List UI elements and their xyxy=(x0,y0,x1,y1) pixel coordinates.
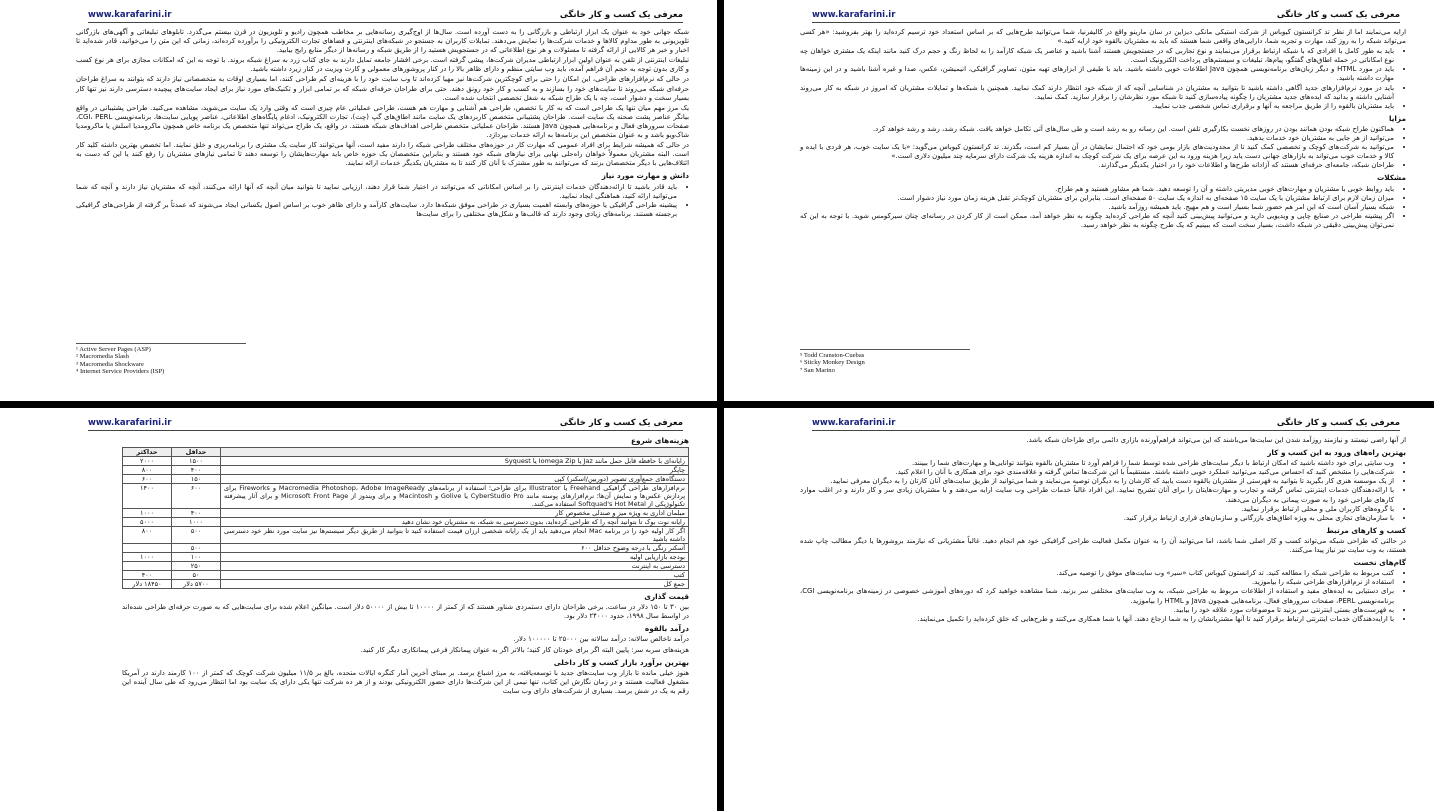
cell-min: ۱۵۰۰ xyxy=(172,457,221,466)
document-page-2 xyxy=(724,0,1434,401)
page-header-title: معرفی یک کسب و کار خانگی xyxy=(1276,418,1400,428)
table-row xyxy=(123,457,689,466)
section-heading: درآمد بالقوه xyxy=(644,624,689,634)
list-item: • میزان زمان لازم برای ارتباط مشتریان با یک سایت ۱۵ صفحه‌ای به اندازه یک سایت ۵۰ صفحه‌ای است. بنابراین برای مشتریان کوچک‌تر تقبل هزینه زمان مورد نیاز دشوار است. xyxy=(800,194,1394,203)
list-item: • با ارایه‌دهندگان خدمات اینترنتی ارتباط برقرار کنید تا آنها مشتریانشان را به شما ارجاع دهند. آنها با شما همکاری می‌کنند و طرح‌هایی که خلق کرده‌اید را تکمیل می‌نمایند. xyxy=(800,615,1394,624)
paragraph: بین ۳۰ تا ۱۵۰ دلار در ساعت. برخی طراحان دارای دستمزدی شناور هستند که از کمتر از ۱۰۰۰۰ تا بیش از ۵۰۰۰۰ دلار است. میانگین اعلام شده برای سایت‌هایی که به صورت حرفه‌ای طراحی شده‌اند در اواسط سال ۱۹۹۸، حدود ۲۴۰۰۰ دلار بود. xyxy=(122,603,689,621)
paragraph: در حالی که همیشه شرایط برای افراد عمومی که مهارت کار در حوزه‌های مختلف طراحی شبکه را دارند مفید است، آنها می‌توانند کار سایت یک مشتری را برنامه‌ریزی و خلق نمایند. اما تخصص بهترین داشته کلید کار است. البته مشتریان معمولاً خواهان راه‌حلی نهایی برای نیازهای شبکه خود هستند و بنابراین متخصصان یک حوزه خاص باید مهارت‌هایشان را توسعه دهند تا تمامی نیازهای مشتریان را رفع کنند یا این که دست به ائتلاف‌هایی با دیگر متخصصان بزنند که می‌توانند به طور مشترک با آنان کار کنند تا به مشتریان یکدیگر خدمات ارائه نمایند. xyxy=(76,141,689,168)
cell-min: ۴۰۰ xyxy=(172,466,221,475)
paragraph: درآمد ناخالص سالانه: درآمد سالانه بین ۲۵۰۰۰ تا ۱۰۰۰۰۰ دلار. xyxy=(513,635,689,644)
cell-max: ۵۰۰۰ xyxy=(123,518,172,527)
page-body xyxy=(800,28,1406,232)
section-heading: بهترین راه‌های ورود به این کسب و کار xyxy=(1267,448,1406,458)
document-page-1 xyxy=(0,0,717,401)
paragraph: ارایه می‌نمایند اما از نظر تد کرانستون کیوباس از شرکت استیکی مانکی دیزاین در سان مارینو واقع در کالیفرنیا، شما می‌توانید طرح‌هایی که بر اساس استعداد خود ترسیم کرده‌اید را بهتر بفروشید: «هر کسی می‌تواند شبکه را به روز کند، مهارت و تجربه شما، دارایی‌های واقعی شما هستند که باید به مشتریان بالقوه خود ارایه کنید.» xyxy=(800,28,1406,46)
bullet-list xyxy=(800,459,1406,523)
cell-min: ۵۷۰۰ دلار xyxy=(172,580,221,589)
cell-min: ۶۰۰ xyxy=(172,484,221,509)
footnote: ³ Macromedia Shockware xyxy=(76,360,144,368)
paragraph: یک مرز مهم میان تنها یک طراحی است که به کار با تخصص، طراحی هم آشنایی و مهارت هم هست، طراحی عملیاتی عام چیزی است که وقتی وارد یک سایت می‌شوید، مشاهده می‌کنید. طراحی پشتیبانی در واقع بیانگر عناصر پشت صحنه یک سایت است. طراحان پشتیبانی متخصص کاربردهای یک سایت مانند اطاق‌های گپ (چت)، تجارت الکترونیک، ادغام پایگاه‌های اطلاعاتی، عناصر پویایی سایت‌ها، برنامه‌نویسی CGI، PERL، صفحات سرورهای فعال و برنامه‌هایی همچون Java هستند. طراحان عملیاتی متخصص طراحی اهداف‌های شبکه هستند. در واقع، یک طراح می‌تواند تنها متخصص یک برنامه خاص همچون ماکرومدیا اسلش یا ماکرومدیا شاک‌ویو باشد و به عنوان متخصص این برنامه‌ها به ارائه خدمات بپردازد. xyxy=(76,103,690,140)
cell-item: اگر کار اولیه خود را در برنامه Mac انجام می‌دهید باید از یک رایانه شخصی ارزان قیمت استفاده کنید تا بتوانید از طریق دیگر سیستم‌ها نیز سایت مورد نظر خود دسترسی داشته باشید xyxy=(221,527,689,544)
cell-min: ۵۰۰ xyxy=(172,544,221,553)
page-body xyxy=(800,436,1406,626)
page-header xyxy=(88,418,683,431)
list-item: • استفاده از نرم‌افزارهای طراحی شبکه را بیاموزید. xyxy=(800,578,1394,587)
paragraph: در حالتی که طراحی شبکه می‌تواند کسب و کار اصلی شما باشد، اما می‌توانید آن را به عنوان مکمل فعالیت طراحی گرافیکی خود هم انجام دهید. غالباً مشتریانی که نیازمند بروشورها یا دیگر مطالب چاپ شده هستند، به وب سایت نیز نیاز پیدا می‌کنند. xyxy=(800,536,1406,555)
section-heading: قیمت گذاری xyxy=(644,592,689,602)
cell-min: ۱۰۰۰ xyxy=(172,518,221,527)
table-row xyxy=(123,509,689,518)
list-item: • طراحان شبکه، جامعه‌ای حرفه‌ای هستند که آزادانه طرح‌ها و اطلاعات خود را در اختیار یکدیگر می‌گذارند. xyxy=(800,161,1394,170)
list-item: • با گروه‌های کاربران ملی و محلی ارتباط برقرار نمایید. xyxy=(800,505,1394,514)
site-url[interactable]: www.karafarini.ir xyxy=(812,10,896,20)
footnote: ¹ Active Server Pages (ASP) xyxy=(76,346,151,353)
section-heading: دانش و مهارت مورد نیاز xyxy=(601,171,689,181)
document-page-4 xyxy=(724,408,1434,811)
paragraph: شبکه جهانی خود به عنوان یک ابزار ارتباطی و بازرگانی را به دست آورده است. سال‌ها از اوج‌گیری رسانه‌هایی بر مخاطب همچون رادیو و تلویزیون در قرن بیستم می‌گذرد. تابلوهای تبلیغاتی و آگهی‌های بازرگانی تلویزیونی به طور مداوم کالاها و خدمات شرکت‌ها را نمایش می‌دهند. تمایلات کاربران به جستجو در شبکه‌های اینترنتی و فضاهای تجارت الکترونیکی را برآورده کرده‌اند، زمانی که این متن را می‌خوانید، قادر شده‌اید تا اخبار و خبر هر کالایی از ارائه گرفته تا مسئولات و هر نوع اطلاعاتی که در جستجویش هستید را از طریق شبکه و رسانه‌ها از دیگر منابع رایج بیابید. xyxy=(76,28,689,55)
section-heading: مزایا xyxy=(1388,113,1406,123)
list-item: • وب سایتی برای خود داشته باشید که امکان ارتباط با دیگر سایت‌های طراحی شده توسط شما را فراهم آورد تا مشتریان بالقوه بتوانند توانایی‌ها و مهارت‌های شما را ببینند. xyxy=(800,459,1394,468)
list-item: • باید قادر باشید تا ارائه‌دهندگان خدمات اینترنتی را بر اساس امکاناتی که می‌توانند در اختیار شما قرار دهند، ارزیابی نمایید تا بتوانید میان آنچه که آنها ارائه می‌کنند، آنچه که مشتریان نیاز دارند و آنچه که شما می‌توانید ارائه کنید، هماهنگی ایجاد نمایید. xyxy=(76,183,677,201)
list-item: • پیشینه طراحی گرافیکی یا حوزه‌های وابسته اهمیت بسیاری در طراحی موفق شبکه‌ها دارد. سایت‌های کارآمد و دارای ظاهر خوب بر اساس اصول یکسانی ایجاد می‌شوند که عمدتاً بر گرفته از طراحی‌های گرافیکی برجسته هستند. برنامه‌های زیادی وجود دارند که قالب‌ها و شکل‌های مختلفی را برای سایت‌ها xyxy=(76,201,677,219)
table-row xyxy=(123,484,689,509)
cell-min: ۵۰ xyxy=(172,571,221,580)
cell-item: کتب xyxy=(221,571,689,580)
list-item: • برای دستیابی به ایده‌های مفید و استفاده از اطلاعات مربوط به طراحی شبکه، به وب سایت‌های مختلفی سر بزنید. شما مشاهده خواهید کرد که دوره‌های آموزشی خصوصی در زمینه‌های برنامه‌نویسی CGI، برنامه‌نویسی PERL، صفحات سرورهای فعال، برنامه‌هایی همچون Java و HTML را بیاموزید. xyxy=(800,587,1394,605)
cell-item: آسکنر رنگی با درجه وضوح حداقل ۶۰۰ xyxy=(221,544,689,553)
list-item: • به فهرست‌های بستی اینترنتی سر بزنید تا موضوعات مورد علاقه خود را بیابید. xyxy=(800,606,1394,615)
cell-max: ۱۴۰۰ xyxy=(123,484,172,509)
footnotes xyxy=(800,349,970,374)
list-item: • می‌توانید از هر جایی به مشتریان خود خدمات بدهید. xyxy=(800,134,1394,143)
cell-min: ۴۰۰ xyxy=(172,509,221,518)
cell-min: ۱۰۰ xyxy=(172,553,221,562)
paragraph: از آنها راضی نیستند و نیازمند روزآمد شدن این سایت‌ها می‌باشند که این می‌تواند فراهم‌آورنده بازاری دائمی برای طراحان شبکه باشد. xyxy=(1026,436,1406,444)
footnote: ⁷ San Marino xyxy=(800,366,835,374)
paragraph: هزینه‌های سربه سر: پایین البته اگر برای خودتان کار کنید؛ بالاتر اگر به عنوان پیمانکار فرعی پیمانکاری دیگر کار کنید. xyxy=(360,645,689,654)
list-item: • اگر پیشینه طراحی در صنایع چاپی و ویدیویی دارید و می‌توانید پیش‌بینی کنید آنچه که طراحی کرده‌اید چگونه به نظر خواهد آمد، ممکن است از کار کردن در رسانه‌ای چنان سیرکومس شوید. با توجه به این که نمی‌توان پیش‌بینی دقیقی در شبکه داشت، بسیار سخت است که ببینیم که یک طرح چگونه به نظر خواهد رسید. xyxy=(800,212,1394,230)
page-body xyxy=(122,436,689,697)
cell-max: ۱۰۰۰ xyxy=(123,509,172,518)
section-heading: هزینه‌های شروع xyxy=(630,436,689,445)
paragraph: در حالی که نرم‌افزارهای طراحی، این امکان را حتی برای کوچکترین شرکت‌ها نیز مهیا کرده‌اند تا وب سایت خود را با هزینه‌ای کم طراحی کنند، اما بسیاری اوقات به متخصصانی نیاز دارند که بتوانند به سراغ طراحان حرفه‌ای شبکه می‌روند تا سایت‌های خود را بسازند و به کسب و کار خود رونق دهند. حتی برای طراحان حرفه‌ای شبکه که بر تمامی ابزار و تکنیک‌های مورد نیاز برای ایجاد سایت‌های پیچیده دسترسی دارند نیز تنها کار بسیار سخت و دشوار است، چه با یک طراح شبکه به شغل تخصصی انتخاب شده است. xyxy=(76,75,689,102)
cell-item: رایانه‌ای با حافظه قابل حمل مانند Jaz یا Iomega Zip یا Syquest xyxy=(221,457,689,466)
document-page-3 xyxy=(0,408,717,811)
paragraph: هنوز خیلی مانده تا بازار وب سایت‌های جدید با توسعه‌یافته، به مرز اشباع برسد. بر مبنای آخرین آمار کنگره ایالات متحده، بالغ بر ۱۱/۵ میلیون شرکت کوچک که کمتر از ۱۰۰ کارمند دارند در آمریکا مشغول فعالیت هستند و در زمان نگارش این کتاب، تنها نیمی از این شرکت‌ها دارای حضور الکترونیکی بودند و از هر ده شرکت تنها یکی دارای یک سایت بود اما انتظار می‌رود که طی سال آینده این رقم به یک در شش برسد. بسیاری از شرکت‌های دارای وب سایت xyxy=(122,668,689,695)
bullet-list xyxy=(800,47,1406,111)
section-heading: کسب و کارهای مرتبط xyxy=(1326,525,1406,535)
column-header-max: حداکثر xyxy=(123,448,172,457)
cell-min: ۲۵۰ xyxy=(172,562,221,571)
cell-item: نرم‌افزارهای طراحی گرافیکی Freehand یا Illustrator برای طراحی؛ استفاده از برنامه‌های Macromedia Photoshop، Adobe ImageReady و Fireworks برای پردازش عکس‌ها و نمایش آن‌ها؛ نرم‌افزارهای پوسته مانند CyberStudio Pro یا Golive و Macintosh و برای ویندوز از Microsoft Front Page و برای آثار پیشرفته تکنولوژیکی از Softquad's Hot Metal استفاده می‌کنند. xyxy=(221,484,689,509)
list-item: • هماکنون طراح شبکه بودن همانند بودن در روزهای نخست بکارگیری تلفن است. این رسانه رو به رشد است و طی سال‌های آتی تکامل خواهد یافت. شبکه رشد، رشد و رشد خواهد کرد. xyxy=(800,125,1394,134)
bullet-list xyxy=(800,569,1406,624)
page-header xyxy=(88,10,683,23)
cell-max: ۲۰۰۰ xyxy=(123,457,172,466)
page-header-title: معرفی یک کسب و کار خانگی xyxy=(559,10,683,20)
table-row xyxy=(123,571,689,580)
table-row xyxy=(123,475,689,484)
cell-item: دسترسی به اینترنت xyxy=(221,562,689,571)
section-heading: گام‌های نخست xyxy=(1353,558,1406,568)
footnote: ⁴ Internet Service Providers (ISP) xyxy=(76,368,165,376)
list-item: • شرکت‌هایی را مشخص کنید که احساس می‌کنید می‌توانید عملکرد خوبی داشته باشند. مستقیماً با این شرکت‌ها تماس گرفته و علاقه‌مندی خود برای همکاری با آنان را اعلام کنید. xyxy=(800,468,1394,477)
column-header-item xyxy=(221,448,689,457)
footnote: ⁵ Todd Cranston-Cuebas xyxy=(800,352,865,359)
cell-max: ۶۰۰ xyxy=(123,475,172,484)
site-url[interactable]: www.karafarini.ir xyxy=(88,418,172,428)
cell-max: ۸۰۰ xyxy=(123,527,172,544)
list-item: • باید در مورد نرم‌افزارهای جدید آگاهی داشته باشید تا بتوانید به مشتریان در شناسایی آنچه که از شبکه خود انتظار دارند کمک نمایید. همچنین با شبکه‌ها و تمایلات مشتریان که امروز در شبکه به کار می‌روند آشنایی داشته و بدانید که ایده‌های جدید مشتریان را چگونه پیاده‌سازی کنید تا شبکه مورد نظرشان را برقرار سازید. کمک نمایید. xyxy=(800,84,1394,102)
table-row xyxy=(123,562,689,571)
cell-max xyxy=(123,562,172,571)
cell-item: جمع کل xyxy=(221,580,689,589)
list-item: • باید مشتریان بالقوه را از طریق مراجعه به آنها و برقراری تماس شخصی جذب نمایید. xyxy=(800,102,1394,111)
site-url[interactable]: www.karafarini.ir xyxy=(812,418,896,428)
cell-max: ۱۸۴۵۰ دلار xyxy=(123,580,172,589)
page-header-title: معرفی یک کسب و کار خانگی xyxy=(559,418,683,428)
cell-item: دستگاه‌های جمع‌آوری تصویر (دوربین/اسکنر) کپی xyxy=(221,475,689,484)
table-row xyxy=(123,544,689,553)
list-item: • می‌توانید به شرکت‌های کوچک و تخصصی کمک کنید تا از محدودیت‌های بازار بومی خود که احتمال نمایشان در آن بسیار کم است، بگذرند. تد کرانستون کیوباس می‌گوید: «با یک سایت خوب، هر فردی با ایده و کالا و خدمات خوب می‌تواند به بازارهای جهانی دست یابد زیرا هزینه ورود به این عرصه برای یک شرکت کوچک به اندازه هزینه یک شرکت دارای سرمایه چند میلیون دلاری است.» xyxy=(800,143,1394,161)
page-body xyxy=(76,28,689,221)
footnote: ² Macromedia Slash xyxy=(76,353,129,361)
cell-max: ۸۰۰ xyxy=(123,466,172,475)
cell-item: مبلمان اداری به ویژه میز و صندلی مخصوص کار xyxy=(221,509,689,518)
table-row xyxy=(123,518,689,527)
startup-cost-table xyxy=(122,447,689,589)
cell-max xyxy=(123,544,172,553)
bullet-list xyxy=(800,125,1406,170)
table-row xyxy=(123,580,689,589)
site-url[interactable]: www.karafarini.ir xyxy=(88,10,172,20)
bullet-list xyxy=(800,185,1406,230)
footnote-divider xyxy=(800,349,970,350)
list-item: • از یک موسسه هنری کار بگیرید تا بتوانید به فهرستی از مشتریان بالقوه دست یابید که کارشان را به دیگران توصیه می‌نمایند و شما می‌توانید از طریق سایت‌های آنان کارتان را به دیگران معرفی نمایید. xyxy=(800,477,1394,486)
cell-item: چاپگر xyxy=(221,466,689,475)
list-item: • با سازمان‌های تجاری محلی به ویژه اطاق‌های بازرگانی و سازمان‌های فراری ارتباط برقرار کنید. xyxy=(800,514,1394,523)
list-item: • باید در مورد HTML و دیگر زبان‌های برنامه‌نویسی همچون Java اطلاعات خوبی داشته باشید. باید با طیفی از ابزارهای تهیه متون، تصاویر گرافیکی، انیمیشن، عکس، صدا و غیره آشنا باشید و در این زمینه‌ها مهارت داشته باشید. xyxy=(800,65,1394,83)
page-header-title: معرفی یک کسب و کار خانگی xyxy=(1276,10,1400,20)
table-row xyxy=(123,466,689,475)
cell-max: ۱۰۰۰ xyxy=(123,553,172,562)
page-header xyxy=(812,418,1400,431)
cell-max: ۴۰۰ xyxy=(123,571,172,580)
list-item: • کتب مربوط به طراحی شبکه را مطالعه کنید. تد کرانستون کیوباس کتاب «سیر» وب سایت‌های موفق را توصیه می‌کند. xyxy=(800,569,1394,578)
paragraph: تبلیغات اینترنتی از تلفن به عنوان اولین ابزار ارتباطی مدیران شرکت‌ها، پیشی گرفته است. برخی افشار جامعه تمایل دارند به جای کتاب زرد به سراغ شبکه بروند. با توجه به این که امکانات مجازی برای هر نوع کسب و کاری بدون توجه به حجم آن فراهم آمده، باید وب سایتی منظم و دارای ظاهر بالا را در کنار پروشورهای معمولی و کارت ویزیت در کنار زیرد داشته باشید. xyxy=(76,56,689,74)
page-header xyxy=(812,10,1400,23)
cell-item: رایانه نوت بوک تا بتوانید آنچه را که طراحی کرده‌اید، بدون دسترسی به شبکه، به مشتریان خود نشان دهید xyxy=(221,518,689,527)
cell-item: بودجه بازاریابی اولیه xyxy=(221,553,689,562)
section-heading: مشکلات xyxy=(1376,173,1406,183)
table-row xyxy=(123,553,689,562)
column-header-min: حداقل xyxy=(172,448,221,457)
cell-min: ۵۰۰ xyxy=(172,527,221,544)
section-heading: بهترین برآورد بازار کسب و کار داخلی xyxy=(553,657,689,667)
list-item: • باید روابط خوبی با مشتریان و مهارت‌های خوبی مدیریتی داشته و آن را توسعه دهید. شما هم مشاور هستید و هم طراح. xyxy=(800,185,1394,194)
bullet-list xyxy=(76,183,689,219)
footnote-divider xyxy=(76,343,246,344)
cell-min: ۱۵۰ xyxy=(172,475,221,484)
list-item: • شبکه بسیار آسان است که این امر هم حضور شما بسیار است و هم مهیج. باید همیشه روزآمد باشید. xyxy=(800,203,1394,212)
list-item: • با ارائه‌دهندگان خدمات اینترنتی تماس گرفته و تجارب و مهارت‌هایتان را برای آنان تشریح نمایید. این افراد غالباً خدمات طراحی وب سایت ارایه می‌دهند و با مشتریان زیادی سر و کار دارند و در اغلب موارد کارهای طراحی خود را به صورت پیمانی به دیگران می‌دهند. xyxy=(800,486,1394,504)
list-item: • باید به طور کامل با افرادی که با شبکه ارتباط برقرار می‌نمایند و نوع تجاربی که در جستجویش هستند آشنا باشید و عناصر یک شبکه کارآمد را به لحاظ رنگ و حجم درک کنید مانند اینکه یک مشتری خواهان چه نوع امکاناتی در حمله اطاق‌های گفتگو، پیام‌ها، تبلیغات و سیستم‌های پرداخت الکترونیک است. xyxy=(800,47,1394,65)
table-header-row xyxy=(123,448,689,457)
table-row xyxy=(123,527,689,544)
footnotes xyxy=(76,343,246,376)
footnote: ⁶ Sticky Monkey Design xyxy=(800,359,865,367)
